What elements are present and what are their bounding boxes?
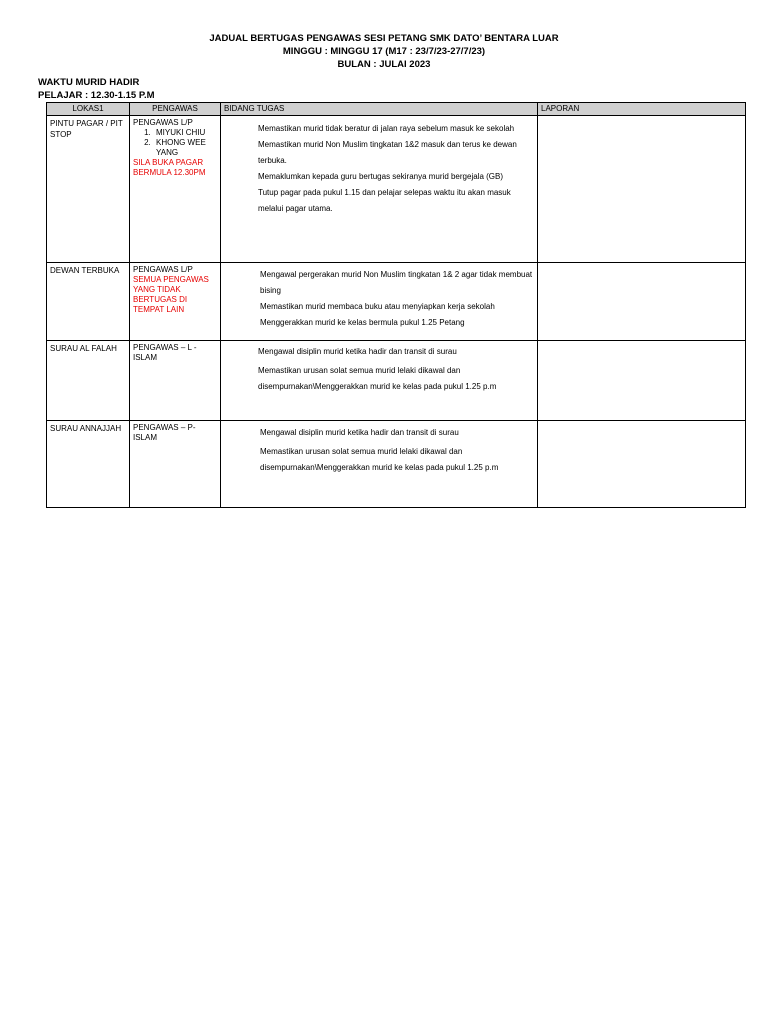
col-laporan-header: LAPORAN <box>538 103 746 116</box>
table-row <box>47 116 746 263</box>
name-list <box>133 128 217 158</box>
bidang-cell <box>221 421 538 508</box>
bidang-cell <box>221 263 538 341</box>
pengawas-title: PENGAWAS – P-ISLAM <box>133 423 196 442</box>
lokasi-cell: SURAU AL FALAH <box>47 341 130 421</box>
header-week: MINGGU : MINGGU 17 (M17 : 23/7/23-27/7/23) <box>282 46 486 57</box>
lokasi-cell: SURAU ANNAJJAH <box>47 421 130 508</box>
duty-item: Menggerakkan murid ke kelas bermula pukul 1.25 Petang <box>260 318 465 327</box>
table-row <box>47 341 746 421</box>
lokasi-cell: PINTU PAGAR / PIT STOP <box>47 116 130 263</box>
col-pengawas-header: PENGAWAS <box>130 103 221 116</box>
pengawas-title: PENGAWAS L/P <box>133 265 193 274</box>
header-month: BULAN : JULAI 2023 <box>337 59 431 70</box>
table-row <box>47 263 746 341</box>
sub-pelajar: PELAJAR : 12.30-1.15 P.M <box>38 90 155 101</box>
duty-item: Memastikan murid tidak beratur di jalan raya sebelum masuk ke sekolah <box>258 124 515 133</box>
pengawas-note: SEMUA PENGAWAS YANG TIDAK BERTUGAS DI TEMPAT LAIN <box>133 275 209 314</box>
name-item: 1. MIYUKI CHIU <box>153 128 217 138</box>
bidang-cell <box>221 116 538 263</box>
pengawas-title: PENGAWAS – L - ISLAM <box>133 343 197 362</box>
pengawas-title: PENGAWAS L/P <box>133 118 193 127</box>
lokasi-cell: DEWAN TERBUKA <box>47 263 130 341</box>
pengawas-cell <box>130 263 221 341</box>
duty-item: Mengawal pergerakan murid Non Muslim tingkatan 1& 2 agar tidak membuat bising <box>260 270 533 295</box>
duty-item: Mengawal disiplin murid ketika hadir dan transit di surau <box>258 347 457 356</box>
duty-list <box>224 267 534 331</box>
laporan-cell[interactable] <box>538 116 746 263</box>
duty-list <box>224 425 534 476</box>
table-row <box>47 421 746 508</box>
duty-item: Memastikan urusan solat semua murid lelaki dikawal dan disempurnakan\Menggerakkan murid ke kelas pada pukul 1.25 p.m <box>260 447 499 472</box>
sub-waktu: WAKTU MURID HADIR <box>38 77 140 88</box>
schedule-table <box>46 102 746 508</box>
col-bidang-header: BIDANG TUGAS <box>221 103 538 116</box>
duty-item: Memastikan urusan solat semua murid lelaki dikawal dan disempurnakan\Menggerakkan murid ke kelas pada pukul 1.25 p.m <box>258 366 497 391</box>
name-item: 2. KHONG WEE YANG <box>153 138 217 158</box>
duty-item: Mengawal disiplin murid ketika hadir dan transit di surau <box>260 428 459 437</box>
pengawas-cell <box>130 116 221 263</box>
duty-item: Memaklumkan kepada guru bertugas sekiranya murid bergejala (GB) <box>258 172 504 181</box>
duty-item: Tutup pagar pada pukul 1.15 dan pelajar selepas waktu itu akan masuk melalui pagar utama. <box>258 188 511 213</box>
duty-list <box>224 344 534 395</box>
pengawas-cell <box>130 341 221 421</box>
bidang-cell <box>221 341 538 421</box>
laporan-cell[interactable] <box>538 421 746 508</box>
table-header-row <box>47 103 746 116</box>
pengawas-cell <box>130 421 221 508</box>
header-title: JADUAL BERTUGAS PENGAWAS SESI PETANG SMK DATO’ BENTARA LUAR <box>209 33 559 44</box>
duty-item: Memastikan murid membaca buku atau menyiapkan kerja sekolah <box>260 302 495 311</box>
laporan-cell[interactable] <box>538 341 746 421</box>
laporan-cell[interactable] <box>538 263 746 341</box>
duty-item: Memastikan murid Non Muslim tingkatan 1&2 masuk dan terus ke dewan terbuka. <box>258 140 517 165</box>
duty-list <box>224 121 534 217</box>
document-header <box>0 32 768 71</box>
pengawas-note: SILA BUKA PAGAR BERMULA 12.30PM <box>133 158 206 177</box>
col-lokasi-header: LOKAS1 <box>47 103 130 116</box>
